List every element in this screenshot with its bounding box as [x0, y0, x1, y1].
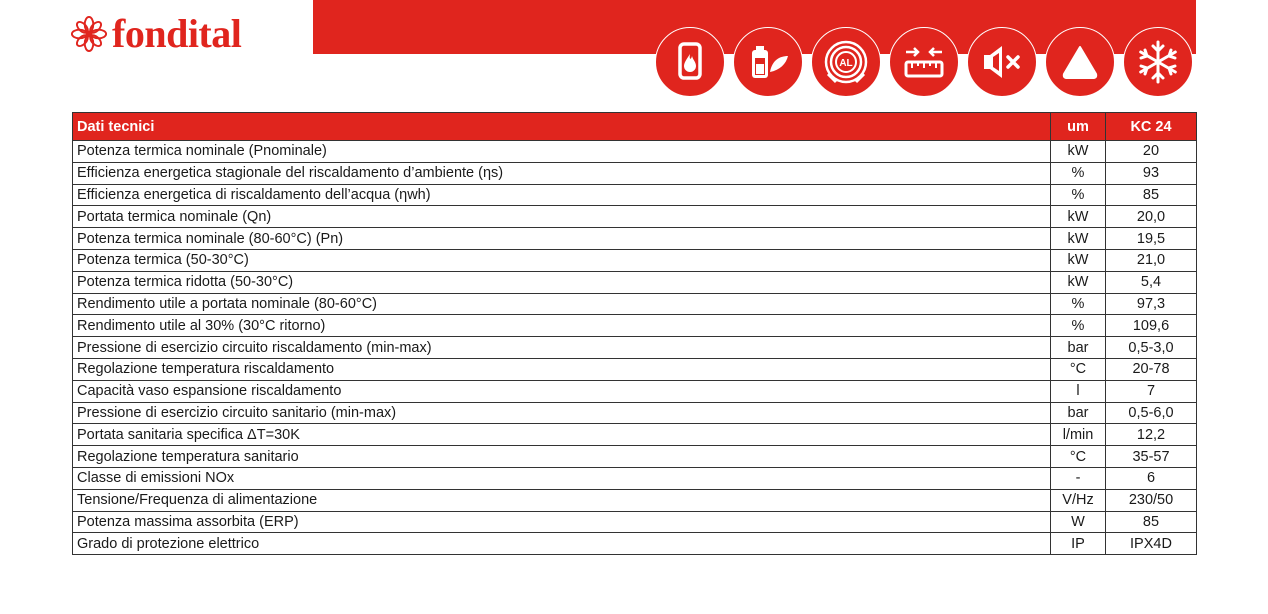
row-value: 20	[1106, 141, 1197, 163]
row-value: 7	[1106, 380, 1197, 402]
row-unit: bar	[1051, 337, 1106, 359]
table-row	[73, 315, 1197, 337]
row-label: Capacità vaso espansione riscaldamento	[73, 380, 1051, 402]
row-unit: %	[1051, 184, 1106, 206]
compact-dimensions-icon	[889, 27, 959, 97]
row-label: Regolazione temperatura riscaldamento	[73, 358, 1051, 380]
row-unit: kW	[1051, 271, 1106, 293]
row-label: Rendimento utile a portata nominale (80-60°C)	[73, 293, 1051, 315]
table-row	[73, 271, 1197, 293]
row-unit: V/Hz	[1051, 489, 1106, 511]
row-unit: kW	[1051, 228, 1106, 250]
table-row	[73, 141, 1197, 163]
table-row	[73, 380, 1197, 402]
battery-leaf-icon	[733, 27, 803, 97]
row-value: 0,5-3,0	[1106, 337, 1197, 359]
row-unit: %	[1051, 315, 1106, 337]
row-unit: -	[1051, 467, 1106, 489]
row-unit: W	[1051, 511, 1106, 533]
row-value: 0,5-6,0	[1106, 402, 1197, 424]
table-row	[73, 358, 1197, 380]
row-label: Rendimento utile al 30% (30°C ritorno)	[73, 315, 1051, 337]
table-row	[73, 337, 1197, 359]
brand-wordmark: fondital	[112, 11, 242, 56]
table-header-row	[73, 113, 1197, 141]
table-row	[73, 249, 1197, 271]
row-label: Potenza termica (50-30°C)	[73, 249, 1051, 271]
row-label: Potenza termica nominale (80-60°C) (Pn)	[73, 228, 1051, 250]
header-model: KC 24	[1106, 113, 1197, 141]
feature-icons	[655, 27, 1193, 99]
row-value: 19,5	[1106, 228, 1197, 250]
row-value: 20,0	[1106, 206, 1197, 228]
row-value: 85	[1106, 184, 1197, 206]
row-label: Potenza termica nominale (Pnominale)	[73, 141, 1051, 163]
header-technical-data: Dati tecnici	[73, 113, 1051, 141]
flower-logo-icon	[70, 15, 108, 53]
header-unit: um	[1051, 113, 1106, 141]
row-unit: l	[1051, 380, 1106, 402]
table-row	[73, 228, 1197, 250]
table-row	[73, 402, 1197, 424]
al-label: AL	[839, 58, 853, 69]
row-value: 5,4	[1106, 271, 1197, 293]
table-row	[73, 533, 1197, 555]
antifreeze-snowflake-icon	[1123, 27, 1193, 97]
row-label: Grado di protezione elettrico	[73, 533, 1051, 555]
row-value: 20-78	[1106, 358, 1197, 380]
row-label: Efficienza energetica stagionale del riscaldamento d’ambiente (ηs)	[73, 162, 1051, 184]
row-value: 35-57	[1106, 446, 1197, 468]
row-value: 21,0	[1106, 249, 1197, 271]
table-row	[73, 162, 1197, 184]
row-unit: kW	[1051, 206, 1106, 228]
table-row	[73, 206, 1197, 228]
row-value: 109,6	[1106, 315, 1197, 337]
row-label: Potenza termica ridotta (50-30°C)	[73, 271, 1051, 293]
row-value: 97,3	[1106, 293, 1197, 315]
brand-logo	[70, 11, 242, 56]
table-body	[73, 141, 1197, 555]
row-unit: %	[1051, 293, 1106, 315]
row-unit: °C	[1051, 446, 1106, 468]
row-label: Classe di emissioni NOx	[73, 467, 1051, 489]
flame-box-icon	[655, 27, 725, 97]
row-label: Potenza massima assorbita (ERP)	[73, 511, 1051, 533]
row-unit: kW	[1051, 141, 1106, 163]
row-unit: bar	[1051, 402, 1106, 424]
row-label: Tensione/Frequenza di alimentazione	[73, 489, 1051, 511]
row-label: Pressione di esercizio circuito sanitario (min-max)	[73, 402, 1051, 424]
row-value: 93	[1106, 162, 1197, 184]
row-label: Pressione di esercizio circuito riscaldamento (min-max)	[73, 337, 1051, 359]
technical-data-table	[72, 112, 1197, 555]
row-label: Portata termica nominale (Qn)	[73, 206, 1051, 228]
row-value: 230/50	[1106, 489, 1197, 511]
row-label: Efficienza energetica di riscaldamento dell’acqua (ηwh)	[73, 184, 1051, 206]
table-row	[73, 467, 1197, 489]
table-row	[73, 511, 1197, 533]
table-row	[73, 293, 1197, 315]
row-value: 6	[1106, 467, 1197, 489]
table-row	[73, 424, 1197, 446]
aluminium-heat-exchanger-icon	[811, 27, 881, 97]
row-label: Portata sanitaria specifica ΔT=30K	[73, 424, 1051, 446]
row-unit: kW	[1051, 249, 1106, 271]
row-value: 85	[1106, 511, 1197, 533]
table-row	[73, 446, 1197, 468]
table-row	[73, 184, 1197, 206]
row-unit: IP	[1051, 533, 1106, 555]
low-noise-icon	[967, 27, 1037, 97]
row-value: IPX4D	[1106, 533, 1197, 555]
row-unit: °C	[1051, 358, 1106, 380]
row-unit: %	[1051, 162, 1106, 184]
table-row	[73, 489, 1197, 511]
triangle-icon	[1045, 27, 1115, 97]
row-unit: l/min	[1051, 424, 1106, 446]
row-label: Regolazione temperatura sanitario	[73, 446, 1051, 468]
row-value: 12,2	[1106, 424, 1197, 446]
